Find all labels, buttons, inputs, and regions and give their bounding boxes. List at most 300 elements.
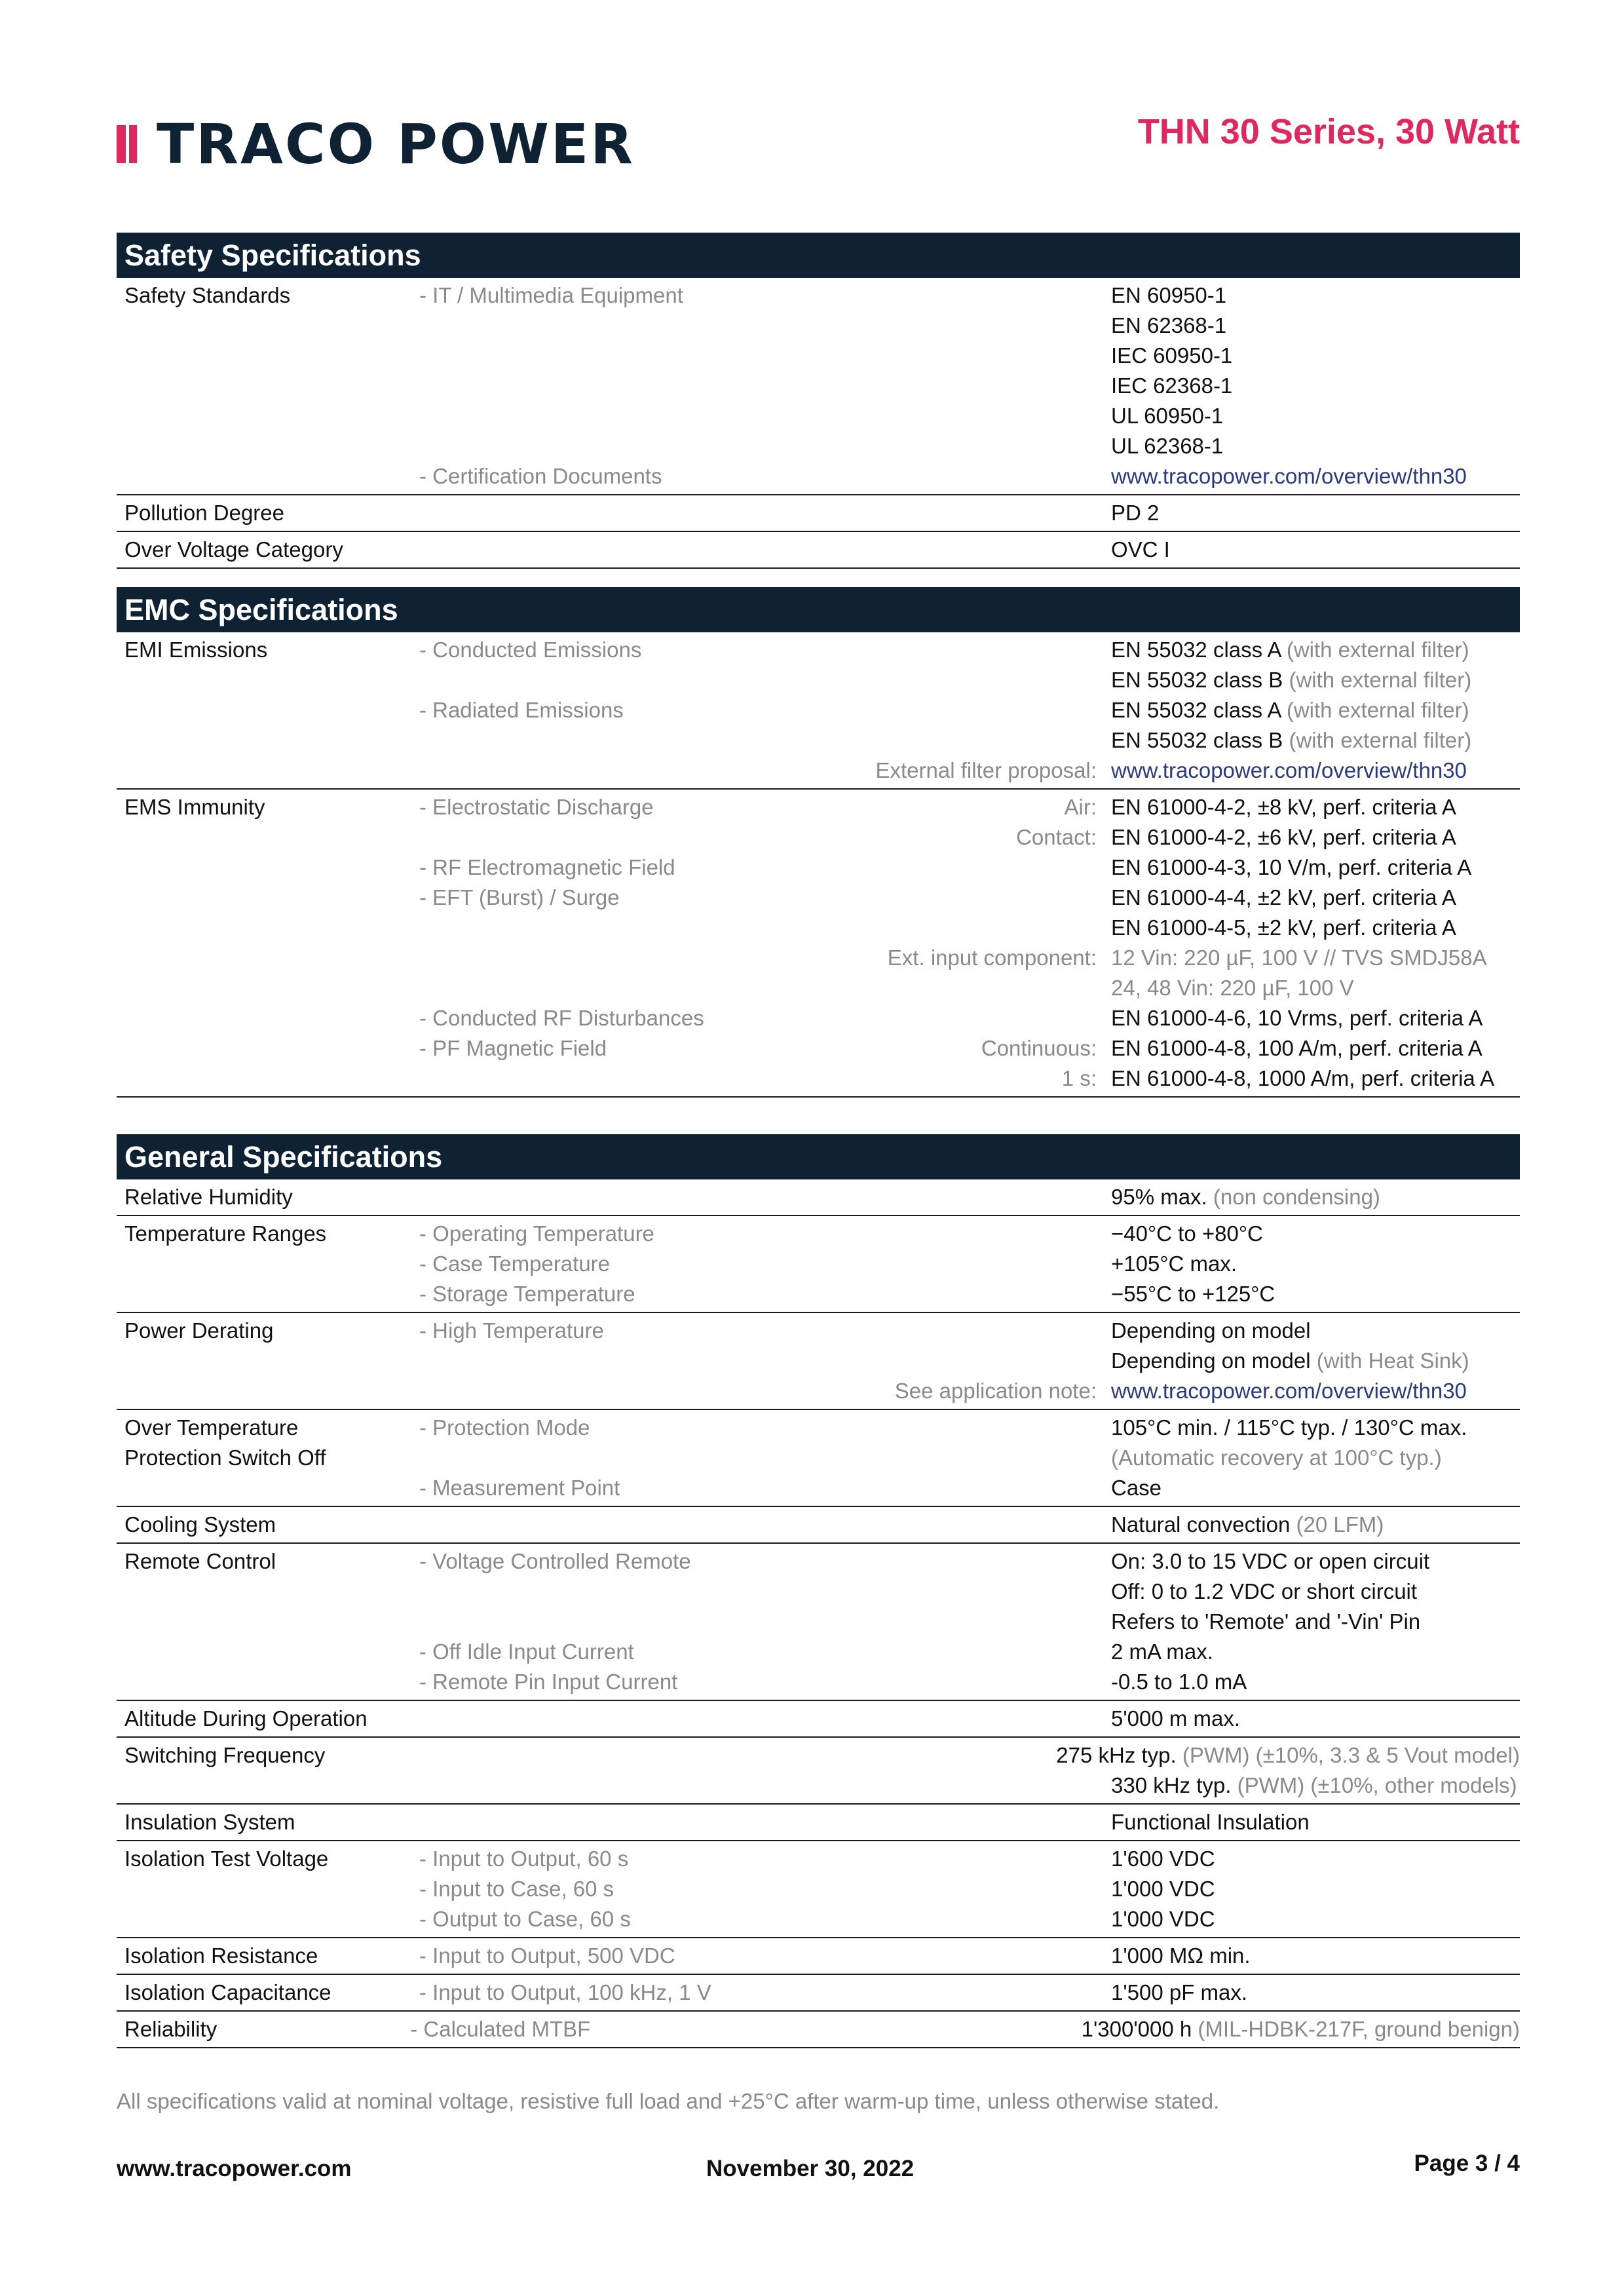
spec-qualifier xyxy=(774,1874,1111,1904)
spec-condition: - Protection Mode xyxy=(419,1415,590,1440)
spec-qualifier xyxy=(774,1844,1111,1874)
spec-qualifier xyxy=(774,665,1111,695)
spec-condition: - Input to Case, 60 s xyxy=(419,1877,614,1901)
spec-row xyxy=(117,1003,1520,1033)
spec-value: EN 61000-4-4, ±2 kV, perf. criteria A xyxy=(1111,885,1456,909)
spec-parameter xyxy=(117,341,419,371)
spec-row xyxy=(117,1346,1520,1376)
spec-value: -0.5 to 1.0 mA xyxy=(1111,1670,1247,1694)
spec-group xyxy=(117,1507,1520,1544)
spec-qualifier xyxy=(774,535,1111,565)
spec-row xyxy=(117,1577,1520,1607)
spec-value: Off: 0 to 1.2 VDC or short circuit xyxy=(1111,1579,1418,1603)
spec-value-cell xyxy=(1111,1510,1520,1540)
spec-value: EN 61000-4-3, 10 V/m, perf. criteria A xyxy=(1111,855,1472,879)
spec-condition xyxy=(419,913,774,943)
spec-condition: - Voltage Controlled Remote xyxy=(419,1549,691,1573)
spec-qualifier xyxy=(774,341,1111,371)
spec-row xyxy=(117,943,1520,973)
spec-condition xyxy=(419,725,774,756)
spec-value: 2 mA max. xyxy=(1111,1639,1213,1664)
spec-row xyxy=(117,1219,1520,1249)
spec-qualifier xyxy=(755,2014,1082,2044)
spec-parameter xyxy=(117,695,419,725)
spec-qualifier xyxy=(774,1770,1111,1801)
spec-row xyxy=(117,822,1520,852)
spec-group xyxy=(117,790,1520,1098)
spec-condition xyxy=(419,665,774,695)
spec-condition: - Off Idle Input Current xyxy=(419,1639,634,1664)
spec-value-note: (with Heat Sink) xyxy=(1316,1349,1469,1373)
spec-parameter xyxy=(117,1376,419,1406)
spec-value-cell xyxy=(1111,756,1520,786)
spec-qualifier xyxy=(774,1607,1111,1637)
spec-value: 95% max. xyxy=(1111,1185,1207,1209)
spec-qualifier: Ext. input component: xyxy=(887,946,1097,970)
spec-parameter xyxy=(117,1033,419,1063)
spec-parameter: Pollution Degree xyxy=(124,501,284,525)
spec-condition: - Case Temperature xyxy=(419,1252,611,1276)
spec-parameter xyxy=(117,431,419,461)
spec-parameter xyxy=(117,1063,419,1094)
spec-row xyxy=(117,1978,1520,2008)
spec-qualifier xyxy=(774,1978,1111,2008)
spec-value: EN 55032 class B xyxy=(1111,728,1283,752)
spec-parameter xyxy=(117,1770,419,1801)
spec-row xyxy=(117,431,1520,461)
spec-row xyxy=(117,1443,1520,1473)
spec-qualifier xyxy=(738,1740,1056,1770)
spec-row xyxy=(117,852,1520,883)
spec-row xyxy=(117,498,1520,528)
spec-group xyxy=(117,495,1520,532)
spec-value: 105°C min. / 115°C typ. / 130°C max. xyxy=(1111,1415,1467,1440)
spec-value-cell xyxy=(1111,461,1520,491)
spec-parameter xyxy=(117,756,419,786)
spec-qualifier xyxy=(774,1577,1111,1607)
spec-group xyxy=(117,1410,1520,1507)
spec-value-cell xyxy=(1111,725,1520,756)
spec-qualifier: Contact: xyxy=(1016,825,1097,849)
spec-value: EN 61000-4-6, 10 Vrms, perf. criteria A xyxy=(1111,1006,1483,1030)
spec-parameter: Switching Frequency xyxy=(124,1743,326,1767)
spec-value-cell xyxy=(1111,1316,1520,1346)
spec-value-cell xyxy=(1111,1874,1520,1904)
spec-value-cell xyxy=(1111,1033,1520,1063)
spec-row xyxy=(117,1807,1520,1837)
spec-qualifier xyxy=(774,1941,1111,1971)
spec-row xyxy=(117,756,1520,786)
spec-value: UL 62368-1 xyxy=(1111,434,1224,458)
spec-condition: - Calculated MTBF xyxy=(410,2017,591,2041)
spec-qualifier xyxy=(774,498,1111,528)
spec-qualifier xyxy=(774,973,1111,1003)
spec-parameter xyxy=(117,852,419,883)
spec-row xyxy=(117,883,1520,913)
spec-qualifier xyxy=(774,635,1111,665)
spec-group xyxy=(117,1701,1520,1738)
spec-condition xyxy=(419,535,774,565)
page-header xyxy=(117,105,1520,176)
spec-qualifier xyxy=(774,1003,1111,1033)
spec-row xyxy=(117,341,1520,371)
spec-value-cell xyxy=(1111,498,1520,528)
spec-value: Natural convection xyxy=(1111,1512,1291,1537)
spec-condition: - IT / Multimedia Equipment xyxy=(419,283,683,307)
spec-condition xyxy=(419,973,774,1003)
spec-value: Case xyxy=(1111,1476,1162,1500)
spec-value: UL 60950-1 xyxy=(1111,404,1224,428)
spec-parameter xyxy=(117,1003,419,1033)
spec-value-cell xyxy=(1111,1807,1520,1837)
series-title: THN 30 Series, 30 Watt xyxy=(1137,112,1520,151)
spec-condition xyxy=(419,1063,774,1094)
spec-row xyxy=(117,1844,1520,1874)
spec-value-note: (non condensing) xyxy=(1213,1185,1380,1209)
spec-parameter xyxy=(117,1667,419,1697)
spec-value: 1'000 VDC xyxy=(1111,1877,1215,1901)
spec-group xyxy=(117,1313,1520,1410)
spec-condition xyxy=(419,1607,774,1637)
spec-qualifier xyxy=(774,1219,1111,1249)
spec-value-cell xyxy=(1111,1003,1520,1033)
spec-parameter xyxy=(117,1279,419,1309)
spec-condition xyxy=(419,311,774,341)
spec-condition: - Operating Temperature xyxy=(419,1221,654,1246)
spec-group xyxy=(117,1805,1520,1841)
spec-condition: - PF Magnetic Field xyxy=(419,1036,607,1060)
spec-condition xyxy=(419,1182,774,1212)
spec-condition xyxy=(419,1443,774,1473)
spec-value: EN 61000-4-2, ±8 kV, perf. criteria A xyxy=(1111,795,1456,819)
spec-value: 1'600 VDC xyxy=(1111,1846,1215,1871)
spec-value-cell xyxy=(1111,1577,1520,1607)
spec-parameter xyxy=(117,1874,419,1904)
spec-qualifier xyxy=(774,1346,1111,1376)
spec-qualifier xyxy=(774,852,1111,883)
spec-row xyxy=(117,1904,1520,1934)
spec-value-cell xyxy=(1111,1182,1520,1212)
spec-value: 1'000 MΩ min. xyxy=(1111,1943,1251,1968)
spec-parameter xyxy=(117,913,419,943)
spec-condition xyxy=(419,1346,774,1376)
spec-parameter: Over Temperature xyxy=(124,1415,299,1440)
spec-condition: - Input to Output, 500 VDC xyxy=(419,1943,675,1968)
spec-parameter: Cooling System xyxy=(124,1512,276,1537)
spec-value-cell xyxy=(1111,1667,1520,1697)
spec-value: PD 2 xyxy=(1111,501,1160,525)
spec-value-cell xyxy=(1111,1279,1520,1309)
spec-condition: - Output to Case, 60 s xyxy=(419,1907,631,1931)
spec-parameter xyxy=(117,401,419,431)
spec-condition: - RF Electromagnetic Field xyxy=(419,855,675,879)
spec-parameter xyxy=(117,1346,419,1376)
footer-date: November 30, 2022 xyxy=(706,2156,915,2181)
spec-row xyxy=(117,1316,1520,1346)
spec-qualifier xyxy=(774,311,1111,341)
spec-parameter xyxy=(117,461,419,491)
spec-qualifier xyxy=(774,1546,1111,1577)
spec-row xyxy=(117,725,1520,756)
spec-qualifier xyxy=(774,1443,1111,1473)
spec-value-cell xyxy=(1111,431,1520,461)
spec-row xyxy=(117,1063,1520,1094)
spec-value-link[interactable]: www.tracopower.com/overview/thn30 xyxy=(1111,758,1467,782)
spec-value-cell xyxy=(1111,1443,1520,1473)
spec-qualifier: Air: xyxy=(1064,795,1097,819)
spec-parameter: Relative Humidity xyxy=(124,1185,293,1209)
spec-qualifier xyxy=(774,1704,1111,1734)
spec-row xyxy=(117,461,1520,491)
spec-condition xyxy=(419,371,774,401)
spec-condition: - Conducted Emissions xyxy=(419,638,642,662)
spec-value-note: (with external filter) xyxy=(1286,638,1469,662)
spec-value: OVC I xyxy=(1111,537,1170,562)
spec-value: −55°C to +125°C xyxy=(1111,1282,1275,1306)
spec-row xyxy=(117,1182,1520,1212)
spec-row xyxy=(117,1510,1520,1540)
spec-parameter xyxy=(117,1473,419,1503)
spec-value: EN 55032 class A xyxy=(1111,638,1281,662)
spec-row xyxy=(117,792,1520,822)
spec-qualifier xyxy=(774,280,1111,311)
spec-value-cell xyxy=(1111,1249,1520,1279)
spec-group xyxy=(117,1975,1520,2012)
spec-row xyxy=(117,1770,1520,1801)
spec-qualifier xyxy=(774,1510,1111,1540)
spec-qualifier xyxy=(774,401,1111,431)
spec-value-cell xyxy=(1111,943,1520,973)
spec-group xyxy=(117,1841,1520,1938)
spec-value-note: (with external filter) xyxy=(1286,698,1469,722)
spec-parameter xyxy=(117,973,419,1003)
spec-qualifier xyxy=(774,1279,1111,1309)
spec-qualifier xyxy=(774,695,1111,725)
spec-row xyxy=(117,371,1520,401)
spec-qualifier: 1 s: xyxy=(1061,1066,1097,1090)
spec-value-cell xyxy=(1111,1546,1520,1577)
spec-parameter xyxy=(117,1607,419,1637)
spec-parameter: Protection Switch Off xyxy=(124,1445,326,1470)
spec-condition xyxy=(419,431,774,461)
spec-row xyxy=(117,695,1520,725)
spec-qualifier xyxy=(774,1904,1111,1934)
spec-condition xyxy=(403,1740,738,1770)
spec-row xyxy=(117,1874,1520,1904)
spec-value: Functional Insulation xyxy=(1111,1810,1310,1834)
spec-condition xyxy=(419,1704,774,1734)
spec-parameter xyxy=(117,311,419,341)
spec-condition: - Measurement Point xyxy=(419,1476,620,1500)
spec-value-note: (with external filter) xyxy=(1289,668,1472,692)
spec-parameter xyxy=(117,665,419,695)
spec-parameter: Isolation Test Voltage xyxy=(124,1846,329,1871)
spec-row xyxy=(117,1413,1520,1443)
spec-row xyxy=(117,913,1520,943)
spec-value-cell xyxy=(1056,1740,1520,1770)
spec-value-cell xyxy=(1111,822,1520,852)
spec-value-cell xyxy=(1111,1904,1520,1934)
page-number: Page 3 / 4 xyxy=(1414,2151,1520,2176)
spec-row xyxy=(117,1637,1520,1667)
spec-row xyxy=(117,973,1520,1003)
spec-condition: - Certification Documents xyxy=(419,464,662,488)
spec-row xyxy=(117,1033,1520,1063)
spec-qualifier xyxy=(774,1182,1111,1212)
spec-value-cell xyxy=(1111,973,1520,1003)
spec-row xyxy=(117,1667,1520,1697)
spec-value-cell xyxy=(1111,913,1520,943)
spec-parameter: Altitude During Operation xyxy=(124,1706,368,1731)
brand-logo xyxy=(117,112,635,176)
spec-qualifier xyxy=(774,431,1111,461)
spec-parameter xyxy=(117,943,419,973)
spec-value: +105°C max. xyxy=(1111,1252,1237,1276)
spec-condition: - Remote Pin Input Current xyxy=(419,1670,678,1694)
spec-value-cell xyxy=(1111,1607,1520,1637)
spec-qualifier xyxy=(774,461,1111,491)
spec-value: 1'300'000 h xyxy=(1081,2017,1192,2041)
spec-row xyxy=(117,1279,1520,1309)
spec-value-cell xyxy=(1111,1941,1520,1971)
spec-value-note: (PWM) (±10%, other models) xyxy=(1237,1773,1517,1797)
spec-row xyxy=(117,1546,1520,1577)
spec-value-cell xyxy=(1111,1637,1520,1667)
spec-parameter xyxy=(117,1904,419,1934)
spec-value: EN 61000-4-8, 100 A/m, perf. criteria A xyxy=(1111,1036,1482,1060)
spec-value-link[interactable]: www.tracopower.com/overview/thn30 xyxy=(1111,1379,1467,1403)
logo-mark-icon xyxy=(117,125,137,163)
spec-condition: - Input to Output, 100 kHz, 1 V xyxy=(419,1980,711,2004)
brand-name: TRACO POWER xyxy=(157,112,635,176)
spec-value-note: (with external filter) xyxy=(1289,728,1472,752)
spec-parameter: EMI Emissions xyxy=(124,638,268,662)
spec-row xyxy=(117,1376,1520,1406)
spec-row xyxy=(117,1607,1520,1637)
spec-value-note: (20 LFM) xyxy=(1296,1512,1384,1537)
spec-condition xyxy=(419,498,774,528)
spec-value-cell xyxy=(1111,1978,1520,2008)
section-title: General Specifications xyxy=(117,1134,1520,1179)
spec-condition xyxy=(419,1577,774,1607)
spec-group xyxy=(117,632,1520,790)
spec-parameter: Remote Control xyxy=(124,1549,276,1573)
section-emc-specifications xyxy=(117,587,1520,1098)
spec-row xyxy=(117,635,1520,665)
spec-value: EN 60950-1 xyxy=(1111,283,1227,307)
spec-parameter xyxy=(117,1577,419,1607)
spec-value-cell xyxy=(1082,2014,1520,2044)
spec-value: Refers to 'Remote' and '-Vin' Pin xyxy=(1111,1609,1421,1634)
spec-value-cell xyxy=(1111,665,1520,695)
spec-parameter xyxy=(117,822,419,852)
spec-parameter: Isolation Capacitance xyxy=(124,1980,331,2004)
spec-qualifier xyxy=(774,1667,1111,1697)
spec-value-cell xyxy=(1111,1704,1520,1734)
spec-value: EN 62368-1 xyxy=(1111,313,1227,337)
spec-qualifier: Continuous: xyxy=(981,1036,1097,1060)
spec-parameter: Safety Standards xyxy=(124,283,291,307)
spec-value: 1'000 VDC xyxy=(1111,1907,1215,1931)
spec-value-link[interactable]: www.tracopower.com/overview/thn30 xyxy=(1111,464,1467,488)
spec-value: −40°C to +80°C xyxy=(1111,1221,1263,1246)
spec-condition: - Radiated Emissions xyxy=(419,698,624,722)
section-safety-specifications xyxy=(117,233,1520,569)
spec-qualifier: External filter proposal: xyxy=(875,758,1097,782)
spec-row xyxy=(117,1473,1520,1503)
spec-value: EN 55032 class B xyxy=(1111,668,1283,692)
spec-value-note: 24, 48 Vin: 220 µF, 100 V xyxy=(1111,976,1354,1000)
spec-value: EN 55032 class A xyxy=(1111,698,1281,722)
spec-condition: - Input to Output, 60 s xyxy=(419,1846,629,1871)
spec-row xyxy=(117,2014,1520,2044)
spec-row xyxy=(117,665,1520,695)
spec-condition xyxy=(419,1807,774,1837)
spec-condition xyxy=(419,756,774,786)
footer-website-link[interactable]: www.tracopower.com xyxy=(117,2156,352,2181)
spec-condition: - Storage Temperature xyxy=(419,1282,635,1306)
spec-value-cell xyxy=(1111,371,1520,401)
spec-row xyxy=(117,401,1520,431)
spec-value: 1'500 pF max. xyxy=(1111,1980,1248,2004)
spec-value-note: (Automatic recovery at 100°C typ.) xyxy=(1111,1445,1442,1470)
spec-qualifier xyxy=(774,1807,1111,1837)
spec-value: EN 61000-4-2, ±6 kV, perf. criteria A xyxy=(1111,825,1456,849)
spec-value-cell xyxy=(1111,1413,1520,1443)
spec-value: 275 kHz typ. xyxy=(1056,1743,1177,1767)
spec-value-cell xyxy=(1111,852,1520,883)
spec-condition xyxy=(419,1510,774,1540)
spec-parameter xyxy=(117,725,419,756)
spec-parameter: Isolation Resistance xyxy=(124,1943,318,1968)
spec-row xyxy=(117,1740,1520,1770)
spec-condition: - High Temperature xyxy=(419,1318,604,1343)
spec-parameter: Reliability xyxy=(124,2017,217,2041)
spec-parameter: Over Voltage Category xyxy=(124,537,343,562)
spec-value: Depending on model xyxy=(1111,1349,1311,1373)
spec-value-cell xyxy=(1111,883,1520,913)
spec-group xyxy=(117,532,1520,569)
section-title: Safety Specifications xyxy=(117,233,1520,278)
spec-row xyxy=(117,1941,1520,1971)
spec-value-cell xyxy=(1111,535,1520,565)
spec-qualifier xyxy=(774,725,1111,756)
spec-parameter xyxy=(117,371,419,401)
spec-row xyxy=(117,280,1520,311)
spec-group xyxy=(117,1216,1520,1313)
spec-value: 330 kHz typ. xyxy=(1111,1773,1232,1797)
spec-qualifier xyxy=(774,883,1111,913)
spec-qualifier xyxy=(774,371,1111,401)
spec-condition: - EFT (Burst) / Surge xyxy=(419,885,620,909)
spec-row xyxy=(117,311,1520,341)
spec-qualifier xyxy=(774,1413,1111,1443)
spec-value-cell xyxy=(1111,311,1520,341)
spec-value: IEC 62368-1 xyxy=(1111,373,1233,398)
spec-value-cell xyxy=(1111,1770,1520,1801)
spec-value-cell xyxy=(1111,792,1520,822)
spec-parameter: EMS Immunity xyxy=(124,795,265,819)
spec-value-cell xyxy=(1111,695,1520,725)
spec-value-cell xyxy=(1111,1844,1520,1874)
spec-row xyxy=(117,1704,1520,1734)
spec-qualifier xyxy=(774,1316,1111,1346)
spec-value-cell xyxy=(1111,1063,1520,1094)
page-footer xyxy=(117,2151,1520,2189)
spec-parameter: Power Derating xyxy=(124,1318,274,1343)
spec-value: 5'000 m max. xyxy=(1111,1706,1241,1731)
spec-row xyxy=(117,1249,1520,1279)
